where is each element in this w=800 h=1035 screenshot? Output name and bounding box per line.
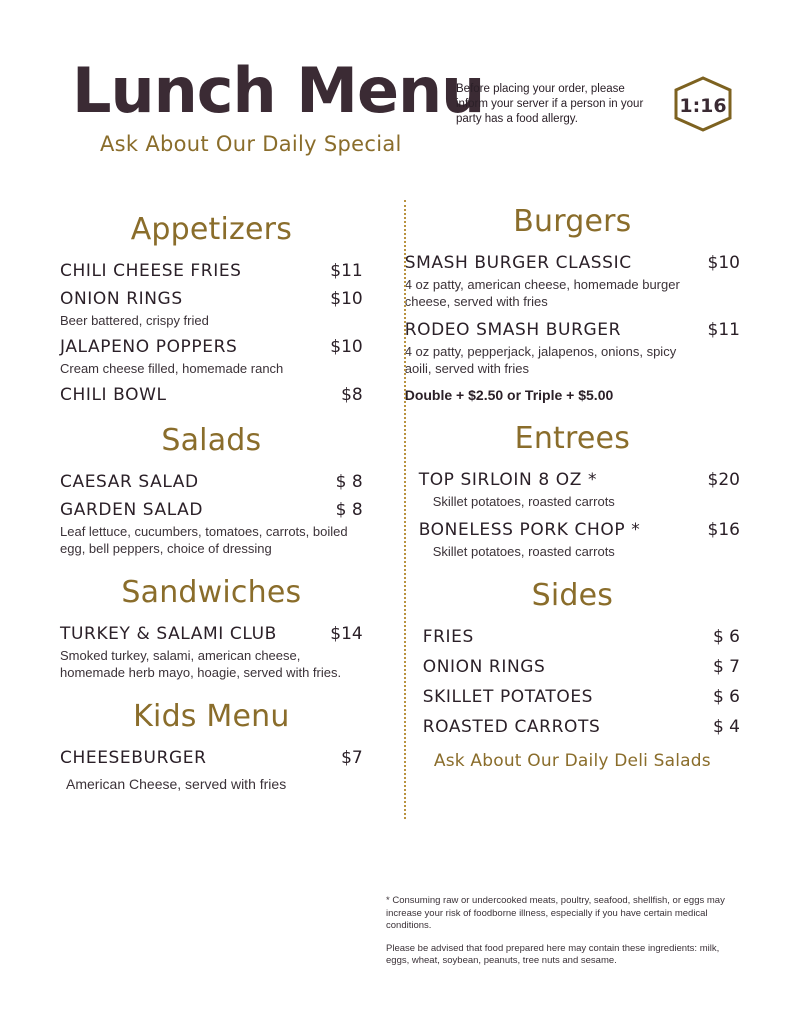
item-price: $ 8 [335,472,363,492]
menu-item [405,520,740,560]
item-description: Leaf lettuce, cucumbers, tomatoes, carrots, boiled egg, bell peppers, choice of dressing [60,524,348,556]
item-name: BONELESS PORK CHOP * [418,520,641,540]
menu-item [60,289,363,329]
item-name: JALAPENO POPPERS [60,337,238,357]
item-name: RODEO SMASH BURGER [404,320,622,340]
menu-header [60,56,740,176]
page-subtitle: Ask About Our Daily Special [100,132,402,156]
item-name: CHILI CHEESE FRIES [60,261,242,281]
menu-item [60,748,363,793]
item-price: $ 8 [335,500,363,520]
item-price: $ 7 [712,657,740,677]
item-description: Beer battered, crispy fried [60,313,209,328]
item-price: $ 6 [712,687,740,707]
right-column [405,194,740,801]
item-price: $20 [707,470,740,490]
section-title-sandwiches: Sandwiches [121,575,302,610]
item-description: Skillet potatoes, roasted carrots [432,494,615,509]
section-title-sides: Sides [531,578,614,613]
section-title-salads: Salads [161,423,262,458]
menu-item [405,627,740,647]
menu-item [60,472,363,492]
item-name: GARDEN SALAD [60,500,204,520]
section-title-appetizers: Appetizers [130,212,293,247]
menu-item [60,385,363,405]
item-description: 4 oz patty, american cheese, homemade burger cheese, served with fries [404,277,680,309]
item-price: $14 [330,624,363,644]
item-name: ONION RINGS [60,289,183,309]
item-name: TURKEY & SALAMI CLUB [60,624,277,644]
burger-upgrade-note: Double + $2.50 or Triple + $5.00 [404,387,614,403]
item-price: $11 [330,261,363,281]
column-divider [404,200,406,819]
menu-columns [60,194,740,801]
item-description: Cream cheese filled, homemade ranch [60,361,284,376]
item-price: $ 4 [712,717,740,737]
footnote-allergens: Please be advised that food prepared here may contain these ingredients: milk, eggs, wheat, soybean, peanuts, tree nuts and sesame. [386,942,720,966]
menu-item [60,261,363,281]
item-name: ONION RINGS [422,657,546,677]
menu-item [60,624,363,681]
item-description: 4 oz patty, pepperjack, jalapenos, onions, spicy aoili, served with fries [404,344,677,376]
deli-salads-note: Ask About Our Daily Deli Salads [433,751,711,771]
section-title-kids: Kids Menu [133,699,290,734]
allergy-notice: Before placing your order, please inform your server if a person in your party has a food allergy. [456,83,644,125]
page-title: Lunch Menu [72,54,485,127]
item-name: CHILI BOWL [60,385,167,405]
left-column [60,194,377,801]
section-title-burgers: Burgers [513,204,632,239]
item-price: $7 [341,748,363,768]
item-name: FRIES [422,627,474,647]
menu-item [60,337,363,377]
restaurant-logo [672,76,734,132]
item-name: SKILLET POTATOES [422,687,594,707]
item-price: $10 [330,337,363,357]
item-name: ROASTED CARROTS [422,717,601,737]
item-price: $10 [330,289,363,309]
menu-item [405,320,740,377]
menu-item [405,470,740,510]
item-name: TOP SIRLOIN 8 OZ * [418,470,598,490]
svg-text:1:16: 1:16 [679,95,727,117]
item-price: $11 [707,320,740,340]
menu-item [405,717,740,737]
item-price: $8 [341,385,363,405]
menu-item [405,687,740,707]
item-name: SMASH BURGER CLASSIC [404,253,632,273]
item-name: CHEESEBURGER [60,748,207,768]
item-name: CAESAR SALAD [60,472,199,492]
title-block [72,54,485,156]
item-description: American Cheese, served with fries [66,776,287,792]
item-price: $16 [707,520,740,540]
footnote-consuming-raw: * Consuming raw or undercooked meats, poultry, seafood, shellfish, or eggs may increase your risk of foodborne illness, especially if you have certain medical conditions. [386,895,725,931]
footnotes [386,895,742,978]
menu-item [60,500,363,557]
menu-item [405,657,740,677]
item-description: Smoked turkey, salami, american cheese, homemade herb mayo, hoagie, served with fries. [60,648,342,680]
menu-item [405,253,740,310]
section-title-entrees: Entrees [514,421,631,456]
item-description: Skillet potatoes, roasted carrots [432,544,615,559]
item-price: $10 [707,253,740,273]
item-price: $ 6 [712,627,740,647]
